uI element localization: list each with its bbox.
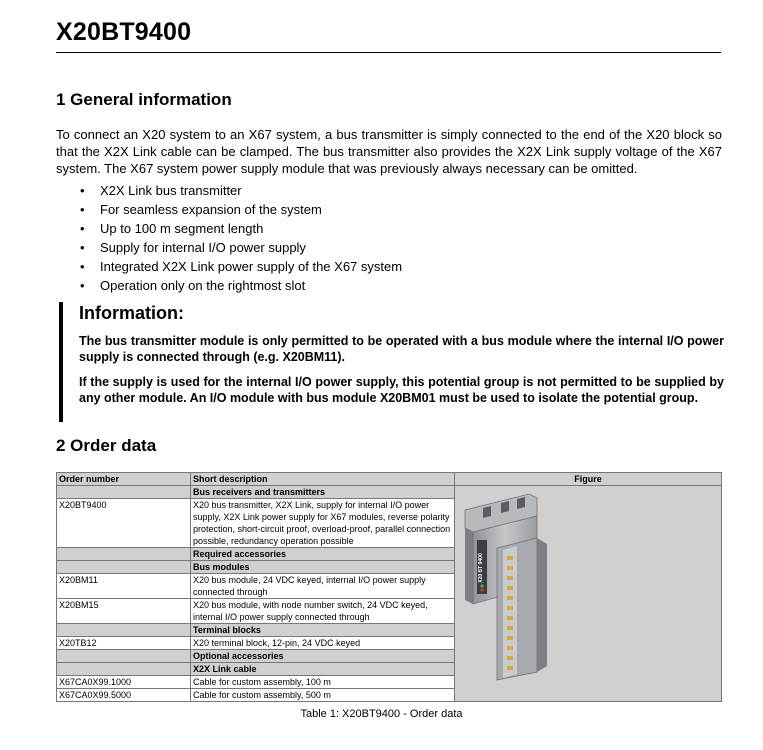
module-label: X20 BT 9400: [478, 553, 484, 583]
column-header-short-description: Short description: [191, 473, 455, 486]
list-item: [80, 257, 402, 276]
information-paragraph-1: The bus transmitter module is only permitted to be operated with a bus module where the internal I/O power supply is connected through (e.g. X20BM11).: [79, 334, 724, 364]
list-item: [80, 219, 402, 238]
description-cell: X20 terminal block, 12-pin, 24 VDC keyed: [191, 637, 455, 650]
bullet-icon: •: [80, 259, 85, 274]
group-label: Optional accessories: [191, 650, 455, 663]
group-spacer-cell: [57, 624, 191, 637]
group-spacer-cell: [57, 561, 191, 574]
list-item-text: X2X Link bus transmitter: [100, 183, 242, 198]
order-number-cell: X20BM15: [57, 599, 191, 624]
column-header-order-number: Order number: [57, 473, 191, 486]
title-divider: [56, 52, 721, 53]
module-photo: [457, 486, 567, 682]
general-info-paragraph: To connect an X20 system to an X67 system, a bus transmitter is simply connected to the end of the X20 block so that the X2X Link cable can be clamped. The bus transmitter also provides the X2X Link supply voltage of the X67 system. The X67 system power supply module that was previously always necessary can be omitted.: [56, 127, 722, 176]
description-cell: Cable for custom assembly, 100 m: [191, 676, 455, 689]
table-caption: Table 1: X20BT9400 - Order data: [300, 708, 463, 720]
order-number-cell: X67CA0X99.1000: [57, 676, 191, 689]
list-item: [80, 200, 402, 219]
list-item-text: Supply for internal I/O power supply: [100, 240, 306, 255]
description-cell: Cable for custom assembly, 500 m: [191, 689, 455, 702]
description-cell: X20 bus module, with node number switch, 24 VDC keyed, internal I/O power supply connected through: [191, 599, 455, 624]
group-label: Required accessories: [191, 548, 455, 561]
bullet-icon: •: [80, 278, 85, 293]
section-heading-order-data: 2 Order data: [56, 436, 157, 455]
group-spacer-cell: [57, 663, 191, 676]
order-number-cell: X20BM11: [57, 574, 191, 599]
group-spacer-cell: [57, 486, 191, 499]
table-header-row: [57, 473, 722, 486]
group-spacer-cell: [57, 650, 191, 663]
bullet-icon: •: [80, 183, 85, 198]
group-spacer-cell: [57, 548, 191, 561]
list-item-text: Operation only on the rightmost slot: [100, 278, 306, 293]
list-item: [80, 276, 402, 295]
list-item: [80, 238, 402, 257]
order-data-table: [56, 472, 722, 702]
list-item-text: Up to 100 m segment length: [100, 221, 264, 236]
description-cell: X20 bus module, 24 VDC keyed, internal I/O power supply connected through: [191, 574, 455, 599]
table-group-row: [57, 486, 722, 499]
list-item-text: For seamless expansion of the system: [100, 202, 322, 217]
information-callout: [59, 302, 725, 422]
list-item-text: Integrated X2X Link power supply of the X67 system: [100, 259, 403, 274]
section-heading-general: 1 General information: [56, 90, 232, 109]
order-number-cell: X20BT9400: [57, 499, 191, 548]
bullet-icon: •: [80, 202, 85, 217]
group-label: Terminal blocks: [191, 624, 455, 637]
column-header-figure: Figure: [455, 473, 722, 486]
group-label: Bus receivers and transmitters: [191, 486, 455, 499]
bullet-icon: •: [80, 240, 85, 255]
order-number-cell: X20TB12: [57, 637, 191, 650]
information-paragraph-2: If the supply is used for the internal I/O power supply, this potential group is not permitted to be supplied by any other module. An I/O module with bus module X20BM01 must be used to isolate the potential group.: [79, 375, 724, 405]
document-title: X20BT9400: [56, 18, 192, 46]
order-number-cell: X67CA0X99.5000: [57, 689, 191, 702]
list-item: [80, 181, 402, 200]
group-label: Bus modules: [191, 561, 455, 574]
bullet-icon: •: [80, 221, 85, 236]
description-cell: X20 bus transmitter, X2X Link, supply for internal I/O power supply, X2X Link power supply for X67 modules, reverse polarity protection, short-circuit proof, overload-proof, parallel connection possible, redundancy operation possible: [191, 499, 455, 548]
feature-list: [80, 181, 402, 295]
information-title: Information:: [79, 303, 184, 323]
group-label: X2X Link cable: [191, 663, 455, 676]
figure-cell: [455, 486, 722, 702]
